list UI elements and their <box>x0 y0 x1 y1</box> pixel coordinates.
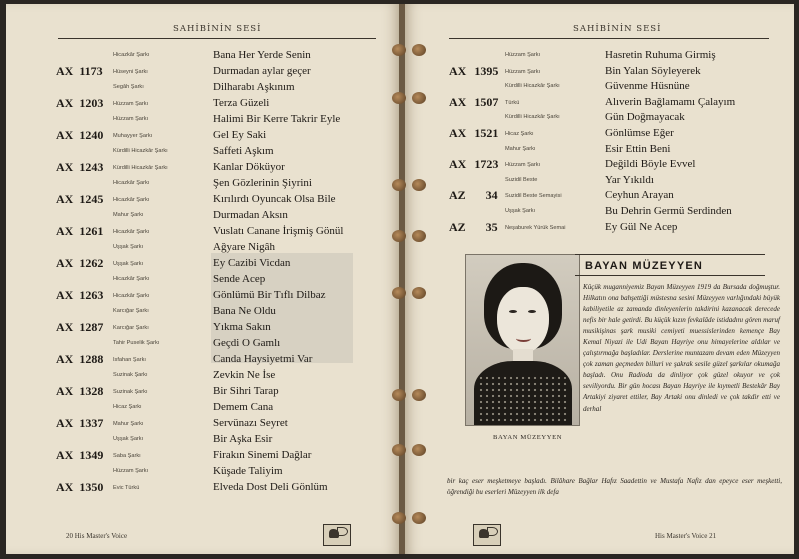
binding-ring <box>392 44 406 56</box>
song-title: Yar Yıkıldı <box>605 173 654 186</box>
genre-label: Hicazkâr Şarkı <box>113 197 150 203</box>
genre-label: Suzidil Beste <box>505 176 538 183</box>
right-page-footer: His Master's Voice 21 <box>655 532 717 540</box>
song-title: Sende Acep <box>213 273 266 285</box>
song-title: Bana Ne Oldu <box>213 305 276 317</box>
genre-label: Türkü <box>505 99 520 106</box>
genre-label: Segâh Şarkı <box>113 84 144 90</box>
record-code: AX 1203 <box>56 96 104 110</box>
genre-label: Isfahan Şarkı <box>113 357 146 363</box>
genre-label: Karcığar Şarkı <box>113 308 149 314</box>
genre-label: Hicaz Şarkı <box>113 404 142 410</box>
genre-label: Suzinak Şarkı <box>113 372 148 378</box>
record-code: AX 1328 <box>56 384 104 398</box>
binding-ring <box>412 230 426 242</box>
left-page <box>6 4 399 554</box>
song-title: Alıverin Bağlamamı Çalayım <box>605 95 736 108</box>
article-body: Küçük muganniyemiz Bayan Müzeyyen 1919 da Bursada doğmuştur. Hilkatın ona bahşettiği müstesna sesini Müzeyyen varlığındaki büyük kabiliyetile az zamanda dinleyenlerin takdirini kazanacak derecede nefis bir hale getirdi. Bu küçük kızın fevkalâde istidadını gören maruf musikişinas şark musiki cemiyeti muessislerinden kemençe Bay Kemal Niyazi ile Udi Bayan Hayriye onu himayelerine aldılar ve çalıştırmağa başladılar. Derslerine muntazam devam eden Müzeyyen çok zaman geçmeden billuri ve şakrak sesile güzel şarkılar okumağa başladı. Onu Radioda da dinliyor çok güzel okuyor ve çok seviliyordu. Bir gün hocası Bayan Hayriye ile kıymetli Bestekâr Bay Artakiyi ziyaret ettiler, Bay Artaki onu dinledi ve çok takdir etti ve derhal <box>583 283 780 413</box>
genre-label: Karcığar Şarkı <box>113 325 149 331</box>
song-title: Servünazı Seyret <box>213 417 288 429</box>
genre-label: Kürdilli Hicazkâr Şarkı <box>113 165 168 171</box>
record-code: AX 1349 <box>56 448 104 462</box>
song-title: Bir Aşka Esir <box>213 433 273 445</box>
genre-label: Uşşak Şarkı <box>113 436 144 442</box>
left-page-footer: 20 His Master's Voice <box>66 532 128 540</box>
song-title: Terza Güzeli <box>213 97 270 109</box>
record-entry <box>6 177 399 206</box>
portrait-photo <box>465 254 580 426</box>
binding-ring <box>392 287 406 299</box>
binding-ring <box>392 389 406 401</box>
article-title-rule-bottom <box>575 275 765 276</box>
song-title: Değildi Böyle Evvel <box>605 158 696 171</box>
binding-ring <box>412 44 426 56</box>
binding-ring <box>392 92 406 104</box>
song-title: Esir Ettin Beni <box>605 142 671 155</box>
song-title: Kırılırdı Oyuncak Olsa Bile <box>213 193 336 205</box>
genre-label: Mahur Şarkı <box>113 421 144 427</box>
genre-label: Hicazkâr Şarkı <box>113 293 150 299</box>
song-title: Gönlümse Eğer <box>605 126 674 139</box>
genre-label: Hicazkâr Şarkı <box>113 180 150 186</box>
article-title-rule-top <box>575 254 765 255</box>
song-title: Gün Doğmayacak <box>605 111 685 124</box>
record-code: AX 1173 <box>56 64 103 78</box>
genre-label: Neşaburek Yürük Semai <box>505 224 566 231</box>
booklet-spread <box>6 4 794 554</box>
song-title: Zevkin Ne İse <box>213 369 276 381</box>
genre-label: Uşşak Şarkı <box>113 244 144 250</box>
genre-label: Kürdilli Hicazkâr Şarkı <box>113 148 168 154</box>
photo-caption: BAYAN MÜZEYYEN <box>493 434 563 441</box>
record-entry <box>405 205 794 234</box>
song-title: Kanlar Döküyor <box>213 161 285 173</box>
record-entry <box>405 111 794 140</box>
record-entry <box>405 142 794 172</box>
genre-label: Hüzzam Şarkı <box>505 162 541 169</box>
genre-label: Hüzzam Şarkı <box>505 68 541 75</box>
genre-label: Hüzzam Şarkı <box>113 468 149 474</box>
record-code: AX 1261 <box>56 224 104 238</box>
genre-label: Hicazkâr Şarkı <box>113 52 150 58</box>
record-code: AX 1337 <box>56 416 104 430</box>
record-code: AX 1507 <box>449 94 499 109</box>
record-entry <box>6 145 399 174</box>
record-entry <box>6 337 399 366</box>
record-code: AX 1245 <box>56 192 104 206</box>
song-title: Gel Ey Saki <box>213 129 267 141</box>
song-title: Yıkma Sakın <box>213 321 271 333</box>
record-entry <box>6 209 399 238</box>
song-title: Ağyare Nigâh <box>213 241 276 253</box>
binding-ring <box>392 230 406 242</box>
left-running-header: SAHİBİNİN SESİ <box>173 24 262 34</box>
right-header-rule <box>449 38 769 39</box>
song-title: Geçdi O Gamlı <box>213 337 281 349</box>
left-header-rule <box>58 38 376 39</box>
record-entry <box>6 369 399 398</box>
his-masters-voice-logo <box>323 524 351 546</box>
right-running-header: SAHİBİNİN SESİ <box>573 24 662 34</box>
genre-label: Muhayyer Şarkı <box>113 133 153 139</box>
song-title: Saffeti Aşkım <box>213 145 274 157</box>
record-entry <box>405 80 794 109</box>
song-title: Ey Cazibi Vicdan <box>213 257 291 269</box>
genre-label: Hüzzam Şarkı <box>113 101 149 107</box>
record-entry <box>6 49 399 78</box>
song-title: Vuslatı Canane İrişmiş Gönül <box>213 225 344 237</box>
song-title: Hasretin Ruhuma Girmiş <box>605 49 716 61</box>
song-title: Ceyhun Arayan <box>605 189 674 202</box>
genre-label: Hüzzam Şarkı <box>505 52 541 58</box>
genre-label: Evic Türkü <box>113 485 140 491</box>
song-title: Durmadan aylar geçer <box>213 65 311 77</box>
record-code: AX 1521 <box>449 125 499 140</box>
record-entry <box>6 113 399 142</box>
song-title: Bir Sihri Tarap <box>213 385 279 397</box>
article-body-continued: bir kaç eser meşketmeye başladı. Bilâhare Bağlar Hafız Saadettin ve Mustafa Nafiz dan epeyce eser meşketti, öğrendiği bu eserleri Müzeyyen ilk defa <box>447 477 782 497</box>
binding-ring <box>392 179 406 191</box>
record-entry <box>6 241 399 270</box>
song-title: Canda Haysiyetmi Var <box>213 353 313 365</box>
genre-label: Kürdilli Hicazkâr Şarkı <box>505 114 560 121</box>
binding-ring <box>412 287 426 299</box>
right-page <box>405 4 794 554</box>
record-code: AX 1723 <box>449 157 499 172</box>
song-title: Ey Gül Ne Acep <box>605 220 678 233</box>
genre-label: Hüseyni Şarkı <box>113 69 148 75</box>
record-code: AX 1287 <box>56 320 104 334</box>
binding-ring <box>392 512 406 524</box>
record-code: AX 1350 <box>56 480 104 494</box>
song-title: Şen Gözlerinin Şiyrini <box>213 177 312 189</box>
song-title: Bana Her Yerde Senin <box>213 49 311 61</box>
song-title: Durmadan Aksın <box>213 209 288 221</box>
binding-ring <box>392 444 406 456</box>
record-entry <box>6 465 399 494</box>
binding-ring <box>412 179 426 191</box>
record-entry <box>6 81 399 110</box>
binding-ring <box>412 512 426 524</box>
genre-label: Kürdilli Hicazkâr Şarkı <box>505 83 560 90</box>
genre-label: Hicazkâr Şarkı <box>113 229 150 235</box>
genre-label: Uşşak Şarkı <box>113 261 144 267</box>
binding-ring <box>412 92 426 104</box>
genre-label: Hicazkâr Şarkı <box>113 276 150 282</box>
record-code: AZ 34 <box>449 188 498 203</box>
song-title: Güvenme Hüsnüne <box>605 80 690 93</box>
genre-label: Uşşak Şarkı <box>505 208 536 214</box>
genre-label: Suzidil Beste Semayisi <box>505 193 562 200</box>
song-title: Bu Dehrin Germü Serdinden <box>605 205 732 217</box>
record-code: AX 1395 <box>449 63 499 78</box>
song-title: Dilharabı Aşkınım <box>213 81 295 93</box>
binding-ring <box>412 389 426 401</box>
record-code: AX 1243 <box>56 160 104 174</box>
record-code: AX 1288 <box>56 352 104 366</box>
article-title: BAYAN MÜZEYYEN <box>585 260 704 272</box>
genre-label: Tahir Puselik Şarkı <box>113 340 160 346</box>
record-entry <box>6 433 399 462</box>
record-code: AZ 35 <box>449 219 498 234</box>
record-code: AX 1262 <box>56 256 104 270</box>
record-entry <box>6 305 399 334</box>
record-entry <box>405 49 794 78</box>
record-entry <box>6 401 399 430</box>
genre-label: Suzinak Şarkı <box>113 389 148 395</box>
genre-label: Saba Şarkı <box>113 453 141 459</box>
record-entry <box>6 273 399 302</box>
song-title: Bin Yalan Söyleyerek <box>605 64 701 77</box>
genre-label: Hüzzam Şarkı <box>113 116 149 122</box>
song-title: Demem Cana <box>213 401 274 413</box>
song-title: Firakın Sinemi Dağlar <box>213 449 312 461</box>
song-title: Elveda Dost Deli Gönlüm <box>213 481 328 493</box>
his-masters-voice-logo-right <box>473 524 501 546</box>
song-title: Küşade Taliyim <box>213 465 283 477</box>
genre-label: Mahur Şarkı <box>113 212 144 218</box>
record-code: AX 1263 <box>56 288 104 302</box>
genre-label: Mahur Şarkı <box>505 145 536 152</box>
record-entry <box>405 173 794 203</box>
binding-ring <box>412 444 426 456</box>
genre-label: Hicaz Şarkı <box>505 130 534 137</box>
song-title: Halimi Bir Kerre Takrir Eyle <box>213 113 341 125</box>
record-code: AX 1240 <box>56 128 104 142</box>
song-title: Gönlümü Bir Tıflı Dilbaz <box>213 289 326 301</box>
